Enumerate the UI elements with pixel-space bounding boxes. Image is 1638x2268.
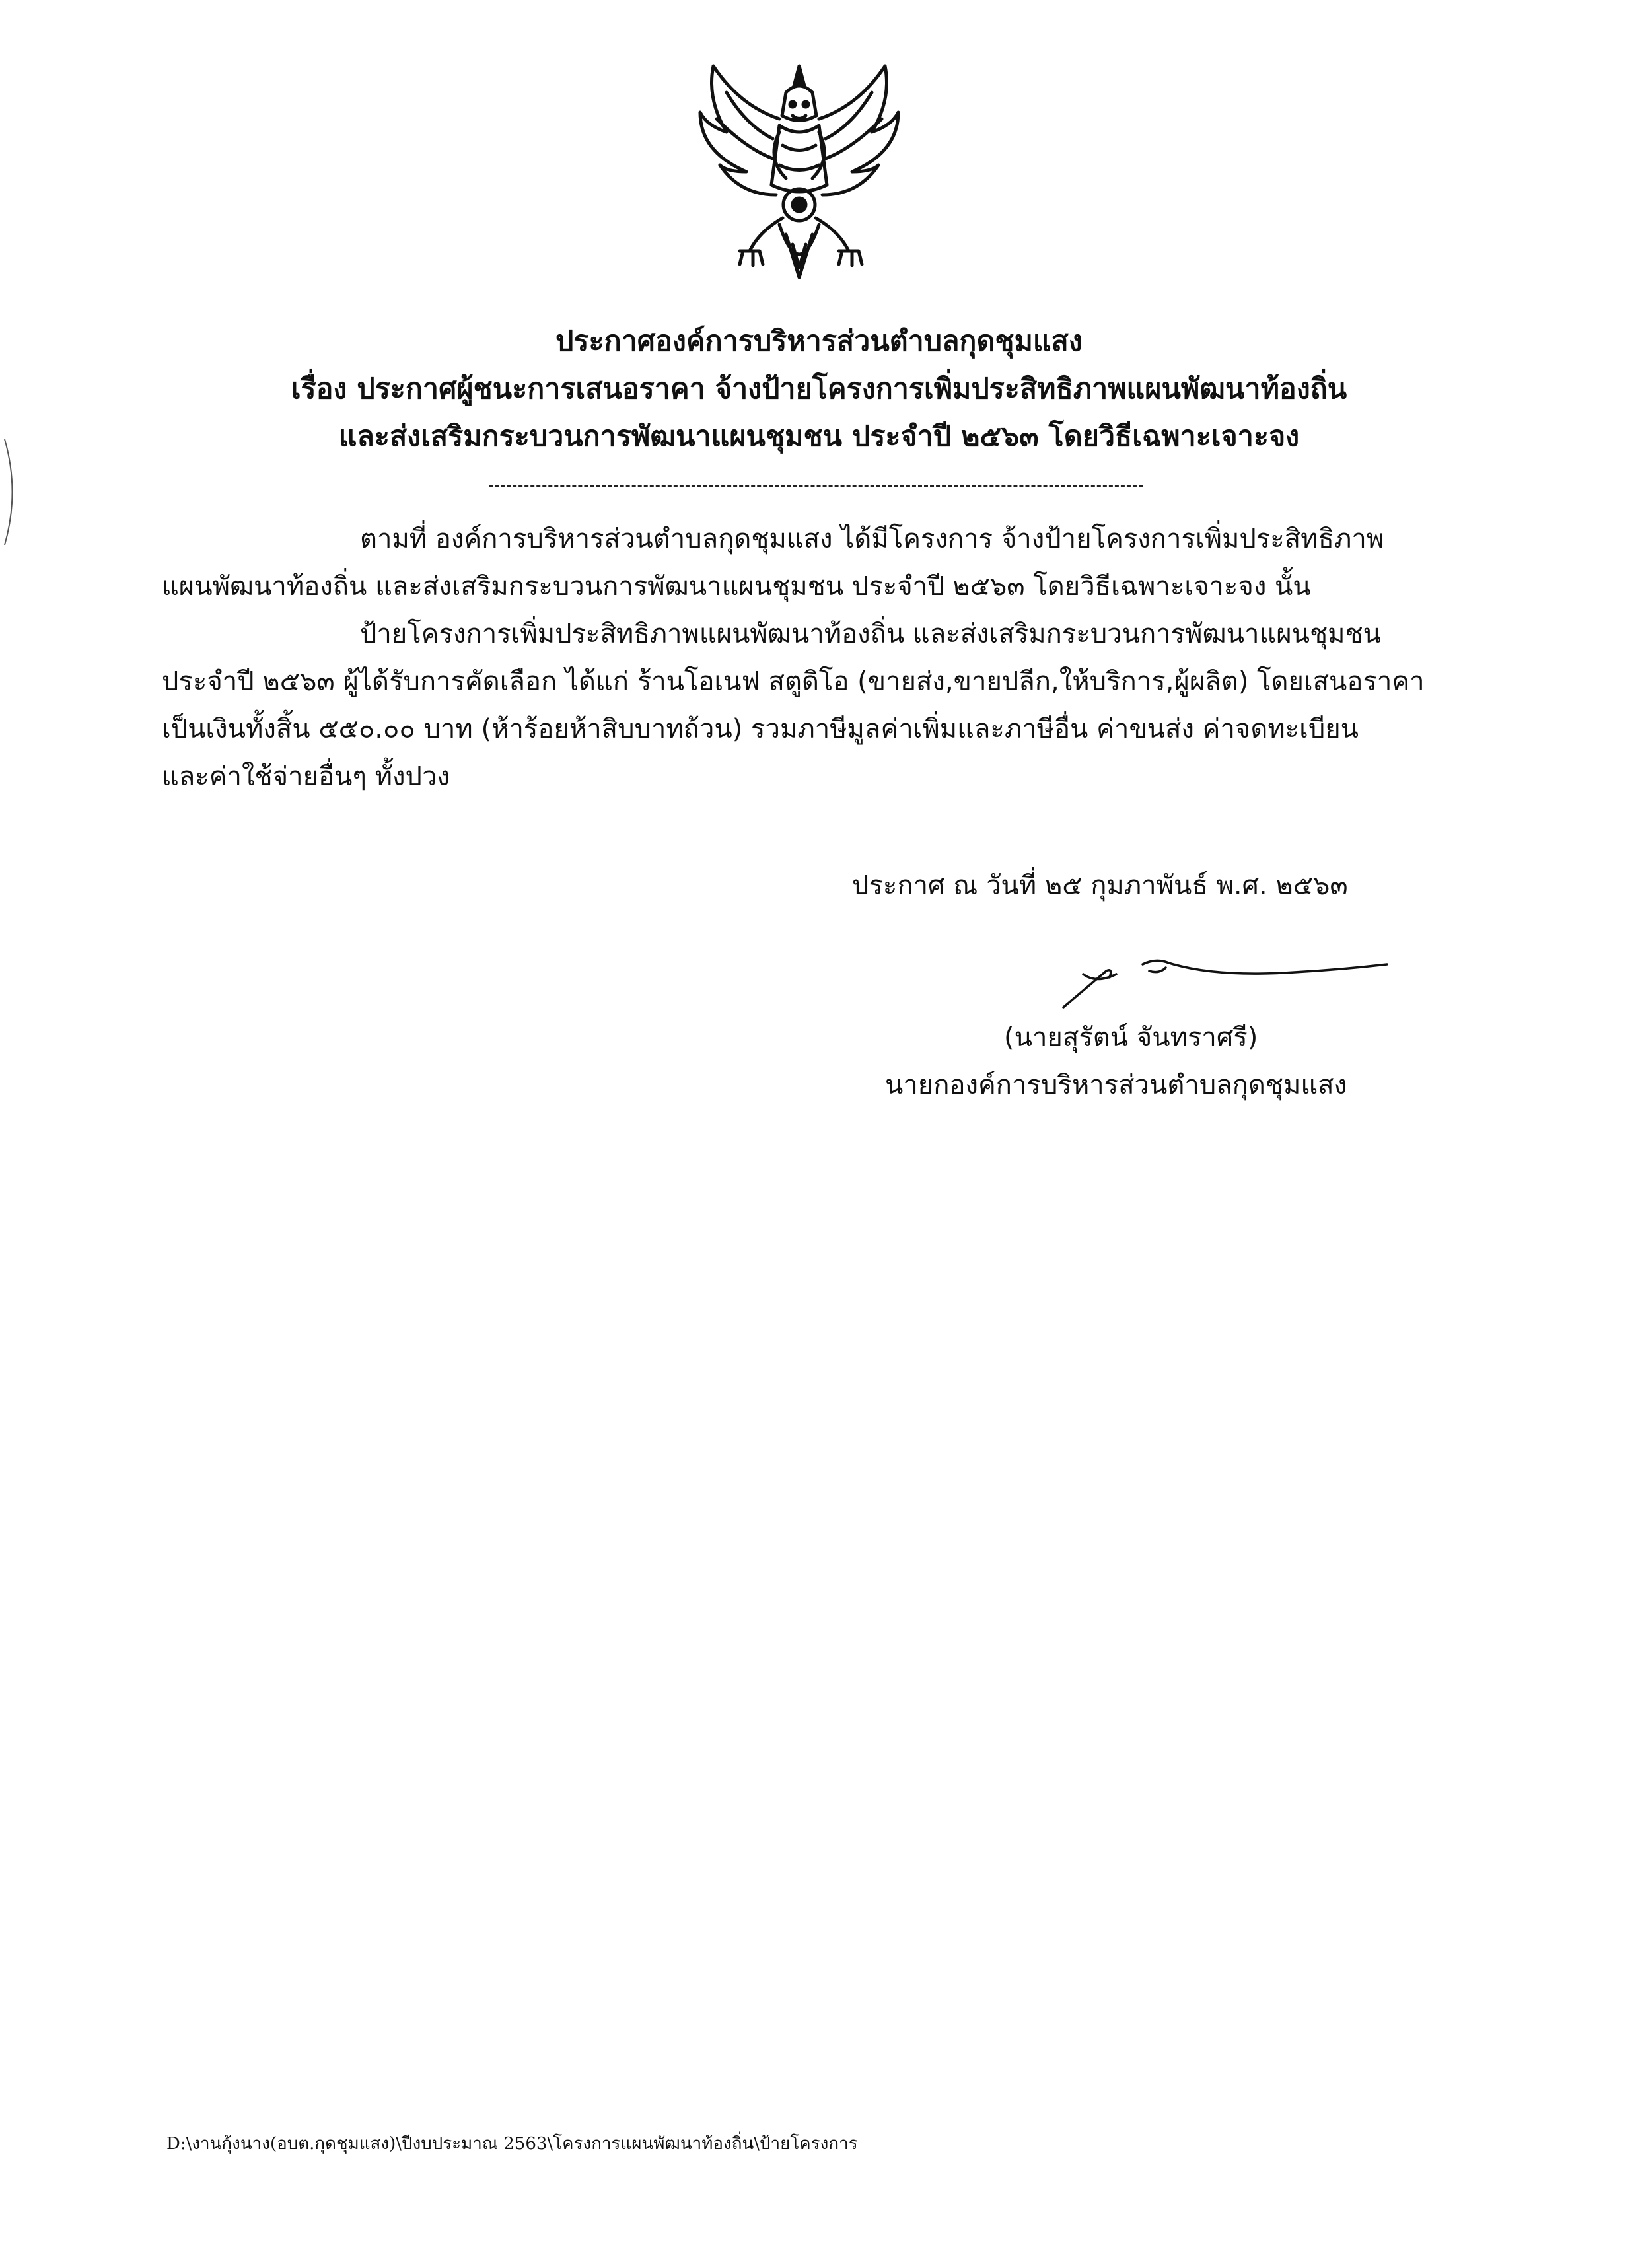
announcement-date: ประกาศ ณ วันที่ ๒๕ กุมภาพันธ์ พ.ศ. ๒๕๖๓ [852,870,1348,901]
handwritten-signature [1044,944,1400,1017]
document-subject-continued: และส่งเสริมกระบวนการพัฒนาแผนชุมชน ประจำปี ๒๕๖๓ โดยวิธีเฉพาะเจาะจง [338,420,1300,453]
signer-name: (นายสุรัตน์ จันทราศรี) [1004,1022,1258,1053]
paragraph-2-line-3: เป็นเงินทั้งสิ้น ๕๕๐.๐๐ บาท (ห้าร้อยห้าสิบบาทถ้วน) รวมภาษีมูลค่าเพิ่มและภาษีอื่น ค่าขนส่ง ค่าจดทะเบียน [162,714,1359,744]
scan-edge-mark [1,436,21,548]
separator-line [489,485,1143,487]
paragraph-1-line-1: ตามที่ องค์การบริหารส่วนตำบลกุดชุมแสง ได้มีโครงการ จ้างป้ายโครงการเพิ่มประสิทธิภาพ [360,524,1384,554]
paragraph-2-line-1: ป้ายโครงการเพิ่มประสิทธิภาพแผนพัฒนาท้องถิ่น และส่งเสริมกระบวนการพัฒนาแผนชุมชน [360,619,1382,649]
paragraph-2-line-4: และค่าใช้จ่ายอื่นๆ ทั้งปวง [162,762,450,792]
paragraph-2-line-2: ประจำปี ๒๕๖๓ ผู้ได้รับการคัดเลือก ได้แก่ ร้านโอเนฟ สตูดิโอ (ขายส่ง,ขายปลีก,ให้บริการ,ผู้ผลิต) โดยเสนอราคา [162,666,1425,697]
paragraph-1-line-2: แผนพัฒนาท้องถิ่น และส่งเสริมกระบวนการพัฒนาแผนชุมชน ประจำปี ๒๕๖๓ โดยวิธีเฉพาะเจาะจง นั้น [162,571,1311,602]
document-subject: เรื่อง ประกาศผู้ชนะการเสนอราคา จ้างป้ายโครงการเพิ่มประสิทธิภาพแผนพัฒนาท้องถิ่น [291,372,1347,406]
footer-file-path: D:\งานกุ้งนาง(อบต.กุดชุมแสง)\ปีงบประมาณ 2563\โครงการแผนพัฒนาท้องถิ่น\ป้ายโครงการ [166,2134,858,2154]
garuda-emblem-icon [687,53,911,291]
document-title: ประกาศองค์การบริหารส่วนตำบลกุดชุมแสง [555,325,1083,358]
signer-title: นายกองค์การบริหารส่วนตำบลกุดชุมแสง [885,1070,1347,1100]
